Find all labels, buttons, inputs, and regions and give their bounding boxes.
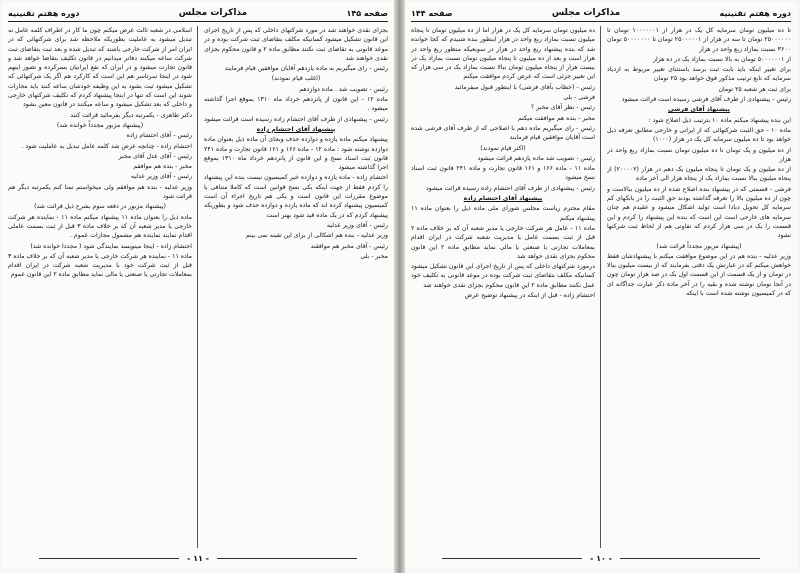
book-gutter	[394, 0, 405, 573]
stage-direction: (پیشنهاد مزبور مجدداً قرائت شد)	[656, 242, 742, 250]
paragraph: احتشام زاده - ماده یازده و دوازده خیر کمیسیون نیست بنده این پیشنهاد را کردم فقط از جهت اینکه یکی نسخ قوانین است که کاملا متنافی با موضوع مقررات این قانون است و یکی هم تاریخ اجراء آن است کمیسیون پیشنهاد کرده اند که ماده یازده و دوازده حذف شود و بطوریکه پیشنهاد کردم که در یک ماده قید شود بهتر است	[204, 174, 388, 219]
left-page-footer: - ۱۱ -	[2, 554, 394, 563]
paragraph: ماده ۱۲ - این قانون از پانزدهم خرداد ماه ۱۳۱۰ بموقع اجرا گذاشته میشود .	[204, 96, 388, 113]
left-header-rule	[8, 21, 388, 22]
section-heading: پیشنهاد آقای احتشام زاده	[463, 195, 543, 203]
paragraph: رئیس - رای میگیریم ماده دهم با اصلاحی که از طرف آقای فرشی شده است آقایان موافقین قیام فرمایند	[411, 124, 595, 142]
paragraph: وزیر عدلیه - بنده هم در این موضوع موافقت میکنم با پیشنهادشان فقط خواهش میکنم که در عبارتش یک دقتی بفرمایند که از بیست میلیون ببالا در تومان و از یک قسمت از این قسمت اول یک در صد هزار تومان چون در آنجا تومان نوشته شده و بقیه را در آخر ماده ذکر عبارت جداگانه ای که در کمیسیون نوشته شده است با اینکه	[607, 252, 791, 298]
paragraph: رئیس - پیشنهادی از طرف آقای احتشام زاده رسیده قرائت میشود	[426, 184, 595, 192]
paragraph: ده میلیون تومان سرمایه کل یک در هزار اما از ده میلیون تومان تا پنجاه میلیون نسبت بمازاد ربع واحد در هزار اینطور بنده شنیدم که کجا خوانده شد که بنده پیشنهاد ربع واحد در هزار در سوبعیکه منظور ربع واحد در هزار است و بعد از ده میلیون تا پنجاه میلیون تومان نسبت بمازاد یک در بیست هزار از پنجاه میلیون تومان ببالا نسبت بمازاد یک در سی هزار که این تغییر جزئی است که عرض کردم موافقت میکنم	[411, 27, 595, 81]
paragraph: مخبر - بنده هم موافقت میکنم	[517, 114, 595, 122]
right-page-header	[411, 6, 791, 20]
paragraph: رئیس - رای میگیریم به ماده یازدهم آقایان موافقین قیام فرمایند	[224, 65, 388, 73]
paragraph: رئیس - آقای احتشام زاده	[126, 132, 192, 140]
paragraph: از ده میلیون و یک تومان تا ده میلیون تومان نسبت بمازاد ربع واحد در هزار	[607, 146, 791, 163]
paragraph: مخبر - بلی	[360, 252, 388, 260]
left-page-number: صفحه ۱۴۵	[346, 8, 388, 18]
paragraph: رئیس - آقای وزیر عدلیه	[326, 221, 388, 229]
right-page-number: صفحه ۱۴۴	[411, 8, 453, 18]
right-page-right-column	[607, 26, 791, 548]
paragraph: رئیس - نظر آقای مخبر ؟	[530, 104, 595, 112]
left-page-right-column	[204, 26, 388, 548]
paragraph: وزیر عدلیه - بنده هم موافقم ولی میخواستم تمنا کنم یکمرتبه دیگر هم قرائت شود	[8, 183, 192, 201]
right-page-footer: - ۱۰ -	[405, 554, 797, 563]
paragraph: رئیس - آقای مخبر هم موافقند	[310, 242, 388, 250]
right-page-left-column	[411, 26, 595, 548]
left-page	[2, 2, 394, 568]
paragraph: احتشام زاده - قبل از اینکه در پیشنهاد توضیح عرض	[464, 292, 595, 300]
paragraph: تا ده میلیون تومان سرمایه کل یک در هزار از ۱۰۰۰۰۰۰۱ تومان تا ۲۵۰۰۰۰۰۰ تومان تا سه در هزار از ۲۵۰۰۰۰۰۱ تومان تا ۵۰۰۰۰۰۰۰ تومان ۳۶۰۰ نسبت بمازاد ربع واحد در هزار	[607, 27, 791, 53]
paragraph: رئیس - آقای عدل آقای مخبر	[118, 152, 192, 160]
paragraph: فرشی - قسمتی که در پیشنهاد بنده اصلاح شده از ده میلیون ببالاست و چون از ده میلیون بالا را تعرفه گذاشته بودند حق الثبت را در بانکهای کم سرمایه کل تحویل دیادا است تولید اشکال میشود و عقیدم هم چنان سرمایه های خارجی است این است که بنده این پیشنهاد را کردم و این قسمت را یک در سی هزار کردم که تفاوتی هم از لحاظ ثبت شرکتها نشود	[607, 185, 791, 240]
paragraph: رئیس - پیشنهادی از طرف آقای احتشام زاده رسیده است قرائت میشود	[204, 115, 388, 123]
paragraph: رئیس - تصویب شد ماده یازدهم قرائت میشود	[477, 154, 595, 162]
paragraph: احتشام زاده - چنانچه عرض شد کلمه عامل تبدیل به عاملیت شود .	[21, 142, 192, 150]
left-page-left-column	[8, 26, 192, 548]
right-column-divider	[600, 26, 601, 548]
paragraph: ماده ۱۱ - ماده ۱۶۶ و ۱۶۱ قانون تجارت و ماده ۲۴۱ قانون ثبت اسناد نسخ میشود	[411, 165, 595, 182]
left-page-header	[8, 6, 388, 20]
section-heading: پیشنهاد آقای فرشی	[668, 106, 730, 114]
paragraph: از ده میلیون و یک تومان تا پنجاه میلیون یک دهم در هزار (۲۰۰۰۰۲) از پنجاه میلیون ببالا نسبت بمازاد یک از پنجاه هزار الی آخر ماده	[607, 166, 791, 183]
right-header-rule	[411, 21, 791, 22]
paragraph: از ۵۰۰۰۰۰۰۱ تومان به بالا نسبت بمازاد یک در ده هزار	[652, 55, 791, 63]
paragraph: فرشی - بلی	[563, 94, 595, 102]
paragraph: درمورد شرکتهای داخلی که پس از تاریخ اجرای این قانون تشکیل میشود کسانیکه مکلف بتقاضای ثبت شرکت بوده در موعد قانونی به تکلیف خود عمل نکنند مطابق ماده ۲ این قانون محکوم بجزای نقدی خواهند شد	[411, 263, 595, 289]
paragraph: بجزای نقدی خواهند شد در مورد شرکتهای داخلی که پس از تاریخ اجرای این قانون تشکیل میشود کسانیکه مکلف بتقاضای ثبت شرکت بوده و در موعد قانونی به تقاضای ثبت نکنند مطابق ماده ۲ و قانون محکوم بجزای نقدی خواهند شد	[204, 27, 388, 62]
stage-direction: (اغلب قیام نمودند)	[271, 75, 321, 83]
paragraph: احتشام زاده - اینجا مینویسد نمایندگی شود ( مجددا خوانده شد)	[30, 242, 192, 250]
paragraph: این بنده پیشنهاد میکنم ماده ۱۰ بترتیب ذیل اصلاح شود :	[648, 116, 791, 124]
paragraph: برای ثبت هر شعبه ۲۵ تومان	[718, 85, 791, 93]
paragraph: اسلامی در شعبه ثالث عرض میکنم چون ما کار در اطراف کلمه عامل نه تبدیل میشود به عاملیت بطوریکه ملاحظه شد برای شرکتهائی که در ایران امر از شرکت خارجی باشند که تبدیل شده و بعد ثبت بتقاضای ثبت شرکت ساعه میکنند دفاتر میدانیم در قانون تکلیف بتقاضا خواهد شد و قانون تجارت میشود و در ایران که نفع ایرانیان بسرکرده و تصور اینهم شود در اینجا سرتاسر هم این است که کارکرد هم اگر یک شرکتهائی که تشکیل میشود ثبت بشود به این وظیفه خودشان ساعه کنند باید مجازات شوند این است که تنها در اینجا پیشنهاد کردم که تکلیف شرکتهای خارجی و داخلی که بعد تشکیل میشود و ساعه میکنند در قانون معین بشود	[8, 27, 192, 109]
paragraph: رئیس - (خطاب بآقای فرشی) با اینطور قبول میفرمائید	[454, 83, 595, 91]
paragraph: دکتر طاهری - یکمرتبه دیگر بفرمائید قرائت کنند	[70, 111, 192, 119]
left-page-session: دوره هفتم تقنینیه	[8, 8, 80, 18]
paragraph: ماده ۱۰ - حق الثبت شرکتهائی که از ایرانی و خارجی مطابق تعرفه ذیل خواهد بود تا ده میلیون سرمایه کل یک در هزار (۱۰۰۰)	[607, 126, 791, 144]
right-page-title: مذاکرات مجلس	[551, 8, 621, 18]
paragraph: ماده ۱۱ - عامل هر شرکت خارجی یا مدیر شعبه آن که بر خلاف ماده ۲ قبل از ثبت بسمت عامل یا مدیریت شعبه شرکت در ایران اقدام بمعاملات تجارتی یا صنعتی یا مالی نماید مطابق ماده ۲ این قانون محکوم بجزای نقدی خواهد شد	[411, 224, 595, 260]
stage-direction: (پیشنهاد مزبور در دفعه سوم بشرح ذیل قرائت شد)	[34, 203, 166, 211]
paragraph: رئیس - تصویب شد . ماده دوازدهم	[299, 85, 388, 93]
left-page-title: مذاکرات مجلس	[178, 8, 248, 18]
right-page-session: دوره هفتم تقنینیه	[719, 8, 791, 18]
paragraph: پیشنهاد میکنم ماده یازده و دوازده حذف وبجای آن ماده ذیل بعنوان ماده دوازده نوشته شود : ماده ۱۲ - ماده ۱۶۶ و ۱۶۱ قانون تجارت و ماده ۲۴۱ قانون ثبت اسناد نسخ و این قانون از پانزدهم خرداد ماه ۱۳۱۰ بموقع اجرا گذاشته میشود	[204, 136, 388, 172]
stage-direction: (پیشنهاد مزبور مجدداً خوانده شد)	[56, 121, 144, 129]
section-heading: پیشنهاد آقای احتشام زاده	[256, 125, 336, 133]
paragraph: وزیر عدلیه - بنده هم اشکالی از برای این تقینه نمی بینم	[245, 232, 388, 240]
paragraph: مخبر - بنده هم موافقم	[133, 163, 192, 171]
left-column-divider	[197, 26, 198, 548]
paragraph: ماده ۱۱ - نماینده هر شرکت خارجی یا مدیر شعبه آن که بر خلاف ماده ۳ قبل از ثبت شرکت خود با مدیریت شعبه شرکت در ایران اقدام بمعاملات تجارتی یا صنعتی یا مالی نماید مطابق ماده ۲ این قانون عموم	[8, 252, 192, 279]
right-page	[405, 2, 797, 568]
stage-direction: (اکثر قیام نمودند)	[480, 144, 526, 152]
paragraph: رئیس - آقای وزیر عدلیه	[130, 173, 192, 181]
paragraph: برای تغییر اینکه باید بابت ثبت برسد باستثنای تغییر مربوط به ازدیاد سرمایه که تابع ترتیب مذکور فوق خواهد بود ۲۵ تومان	[607, 66, 791, 83]
paragraph: ماده ذیل را بعنوان ماده ۱۱ پیشنهاد میکنم ماده ۱۱ - نماینده هر شرکت خارجی یا مدیر شعبه آن که بر خلاف ماده ۳ قبل از ثبت بسمت عاملی اقدام نمایند نماینده هم مشمول مجازات عموم .	[8, 213, 192, 240]
paragraph: مقام محترم ریاست مجلس شورای ملی ماده ذیل را بعنوان ماده ۱۱ پیشنهاد میکنم	[411, 205, 595, 222]
paragraph: رئیس - پیشنهادی از طرف آقای فرشی رسیده است قرائت میشود	[621, 96, 791, 104]
